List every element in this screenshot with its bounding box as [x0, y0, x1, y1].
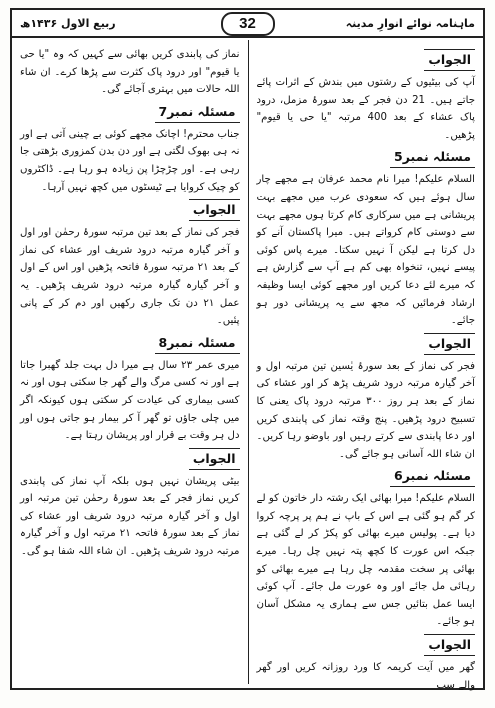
answer-text: بیٹی پریشان نہیں ہوں بلکہ آپ نماز کی پابندی کریں نماز فجر کے بعد سورۂ رحمٰن تین مرتبہ اور اول و آخر گیارہ مرتبہ درود شریف اور عشاء کی نماز کے بعد سورۂ فاتحہ ۲۱ مرتبہ اول و آخر گیارہ مرتبہ درود شریف پڑھیں۔ ان شاء اللہ شفا ہو گی۔ — [20, 475, 240, 558]
answer-text: گھر میں آیت کریمہ کا ورد روزانہ کریں اور گھر والے سب — [256, 662, 475, 691]
question-text: میری عمر ۲۳ سال ہے میرا دل بہت جلد گھبرا جاتا ہے اور نہ کسی مرگ والے گھر جا سکتی ہوں اور نہ کسی بیماری کی عیادت کر سکتی ہوں کیونکہ اگر میں چلی جاؤں تو گھر آ کر بیمار ہو جاتی ہوں اور دل ہر وقت بے قرار اور پریشان رہتا ہے۔ — [20, 359, 240, 442]
answer-heading: الجواب — [424, 49, 475, 71]
two-column-body — [12, 40, 483, 691]
question-text: جناب محترم! اچانک مجھے کوئی بے چینی آتی ہے اور نہ ہی بھوک لگتی ہے اور دن بدن کمزوری بڑھتی جا رہی ہے۔ اور چڑچڑا پن زیادہ ہو رہا ہے۔ ڈاکٹروں کو چیک کروایا ہے ٹیسٹوں میں کچھ نہیں آرہا۔ — [20, 128, 240, 193]
answer-heading: الجواب — [189, 199, 240, 221]
magazine-page — [10, 8, 485, 690]
issue-date: ربیع الاول ۱۴۳۶ھ — [20, 16, 116, 30]
right-column — [248, 40, 484, 691]
answer-heading: الجواب — [424, 333, 475, 355]
question-heading: مسئلہ نمبر5 — [390, 147, 475, 168]
question-heading: مسئلہ نمبر8 — [155, 333, 240, 354]
answer-text: فجر کی نماز کے بعد سورۂ یٰسین تین مرتبہ اول و آخر گیارہ مرتبہ درود شریف پڑھ کر اور عشاء کی نماز کے بعد ہر روز ۳۰۰ مرتبہ درود پاک یعنی کا تسبیح درود پڑھیں۔ پنج وقتہ نماز کی پابندی کریں اور دعا پابندی سے کرتے رہیں اور باوضو رہا کریں۔ ان شاء اللہ آسانی ہو جائے گی۔ — [256, 360, 475, 460]
page-number: 32 — [221, 12, 275, 36]
answer-text: نماز کی پابندی کریں بھائی سے کہیں کہ وہ "یا حی یا قیوم" اور درود پاک کثرت سے پڑھا کرے۔ ان شاء اللہ حالات میں بہتری آجائے گی۔ — [20, 49, 240, 96]
answer-text: آپ کی بیٹیوں کے رشتوں میں بندش کے اثرات پائے جاتے ہیں۔ 21 دن فجر کے بعد سورۂ مزمل، درود پاک عشاء کے بعد 400 مرتبہ "یا حی یا قیوم" پڑھیں۔ — [256, 77, 476, 141]
answer-text: فجر کی نماز کے بعد تین مرتبہ سورۂ رحمٰن اور اول و آخر گیارہ مرتبہ درود شریف اور عشاء کی نماز کے بعد ۲۱ مرتبہ سورۂ فاتحہ پڑھیں اور اس کے اول و آخر گیارہ گیارہ مرتبہ درود شریف پڑھیں۔ یہ عمل ۲۱ دن تک جاری رکھیں اور دم کر کے پانی پئیں۔ — [20, 227, 240, 327]
question-text: السلام علیکم! میرا نام محمد عرفان ہے مجھے چار سال ہوئے ہیں کہ سعودی عرب میں مجھے بہت پریشانی ہے میں سرکاری کام کرتا ہوں مجھے بہت سے دوستی کام کرواتے ہیں۔ میرا پاکستان آنے کو دل کرتا ہے لیکن آ نہیں سکتا۔ میرے پاس کوئی پیسے نہیں، تنخواہ بھی کم ہے آپ سے گزارش ہے کہ میرے لئے دعا کریں اور مجھے کوئی ایسا وظیفہ ارشاد فرمائیں کہ مجھ سے یہ پریشانی دور ہو جائے۔ — [256, 174, 475, 327]
question-heading: مسئلہ نمبر6 — [390, 466, 475, 487]
left-column — [12, 40, 248, 684]
answer-heading: الجواب — [189, 448, 240, 470]
magazine-title: ماہنامہ نوائے انوارِ مدینہ — [345, 16, 475, 30]
answer-heading: الجواب — [424, 634, 475, 656]
question-text: السلام علیکم! میرا بھائی ایک رشتہ دار خاتون کو لے کر گم ہو گئی ہے اس کے باپ نے ہم پر پرچہ کروا دیا ہے۔ پولیس میرے بھائی کو پکڑ کر لے گئی ہے جبکہ اس عورت کا کچھ پتہ نہیں چل رہا۔ میرے بھائی پر سخت مقدمہ چل رہا ہے میرے بھائی کو رہائی مل جائے اور وہ عورت مل جائے۔ آپ کوئی ایسا عمل بتائیں جس سے ہماری یہ مشکل آسان ہو جائے۔ — [256, 493, 475, 628]
page-header — [12, 10, 483, 38]
question-heading: مسئلہ نمبر7 — [155, 102, 240, 123]
